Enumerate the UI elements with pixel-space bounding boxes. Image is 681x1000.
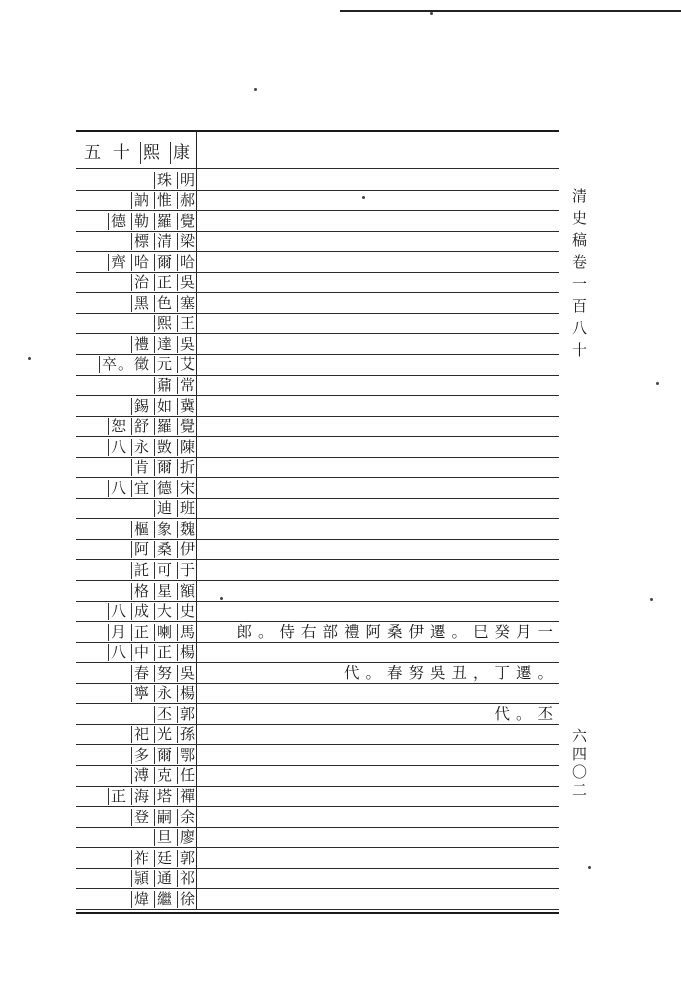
header-name: 十 [113,143,136,163]
name-character: 喇 [154,624,173,641]
row-names [150,376,196,396]
name-character: 折 [177,459,196,476]
table-row [76,170,559,190]
table-row [76,273,559,293]
table-row [76,314,559,334]
name-character: 德 [108,213,127,230]
name-character: 海 [131,788,150,805]
row-note: 代。丕 [494,705,559,724]
name-character: 楊 [177,685,196,702]
header-row [76,130,559,168]
name-character: 禪 [177,788,196,805]
row-names [127,560,196,580]
row-names [104,437,196,457]
row-names [127,745,196,765]
table-row [76,293,559,313]
name-character: 正 [154,274,173,291]
ink-speck [430,12,433,15]
name-character: 宜 [131,480,150,497]
name-character: 宋 [177,480,196,497]
ink-speck [254,88,257,91]
header-names [78,133,196,173]
row-names [150,828,196,848]
table-row [76,869,559,889]
name-character: 祚 [131,850,150,867]
name-character: 爾 [154,459,173,476]
name-character: 羅 [154,418,173,435]
name-character: 廷 [154,850,173,867]
row-names [127,232,196,252]
name-character: 班 [177,500,196,517]
name-character: 通 [154,870,173,887]
table-row [76,211,559,231]
name-character: 鼐 [154,377,173,394]
page-number: 六四〇二 [570,728,588,800]
row-names [127,334,196,354]
name-character: 梁 [177,233,196,250]
row-names [127,458,196,478]
name-character: 克 [154,767,173,784]
name-character: 廖 [177,829,196,846]
name-character: 史 [177,603,196,620]
table-rule [76,909,559,910]
name-character: 元 [154,356,173,373]
name-character: 爾 [154,747,173,764]
name-character: 郭 [177,706,196,723]
name-character: 郝 [177,192,196,209]
row-names [127,293,196,313]
name-character: 熙 [154,315,173,332]
row-names [104,643,196,663]
name-character: 阿 [131,541,150,558]
name-character: 春 [131,665,150,682]
name-character: 多 [131,747,150,764]
name-character: 努 [154,665,173,682]
name-character: 祁 [177,870,196,887]
row-names [104,417,196,437]
row-names [127,396,196,416]
table-row [76,252,559,272]
name-character: 吳 [177,336,196,353]
table-row [76,663,559,683]
table-row [76,787,559,807]
table-row [76,766,559,786]
name-character: 常 [177,377,196,394]
row-names [127,684,196,704]
table-row [76,643,559,663]
table-row [76,519,559,539]
row-names [104,252,196,272]
name-character: 色 [154,295,173,312]
row-names [127,191,196,211]
row-names [127,766,196,786]
row-names [150,170,196,190]
name-character: 煒 [131,891,150,908]
name-character: 伊 [177,541,196,558]
name-character: 徐 [177,891,196,908]
table-row [76,684,559,704]
name-character: 馬 [177,624,196,641]
name-character: 寧 [131,685,150,702]
name-character: 象 [154,521,173,538]
side-title: 清史稿卷一百八十 [570,188,588,364]
table-row [76,745,559,765]
row-names [104,478,196,498]
name-character: 黑 [131,295,150,312]
header-name: 康 [170,142,196,164]
table-row [76,848,559,868]
name-character: 勒 [131,213,150,230]
table-row [76,191,559,211]
name-character: 治 [131,274,150,291]
table-row [76,704,559,724]
row-names [127,889,196,909]
name-character: 余 [177,809,196,826]
name-character: 頴 [131,870,150,887]
row-names [104,211,196,231]
row-names [104,622,196,642]
top-rule [340,0,681,12]
header-name: 熙 [140,142,166,164]
ink-speck [28,357,31,360]
name-character: 旦 [154,829,173,846]
name-character: 郭 [177,850,196,867]
row-names [150,314,196,334]
name-character: 鄂 [177,747,196,764]
name-character: 陳 [177,439,196,456]
name-character: 八 [108,439,127,456]
name-character: 大 [154,603,173,620]
name-character: 永 [154,685,173,702]
row-note: 代。春努吳丑，丁遷。 [343,664,559,683]
table-row [76,355,559,375]
name-character: 額 [177,583,196,600]
name-character: 正 [154,644,173,661]
name-character: 吳 [177,665,196,682]
name-character: 明 [177,172,196,189]
name-character: 楊 [177,644,196,661]
name-character: 桑 [154,541,173,558]
table-row [76,334,559,354]
name-character: 可 [154,562,173,579]
name-character: 爾 [154,254,173,271]
name-character: 禮 [131,336,150,353]
row-names [127,869,196,889]
table-row [76,622,559,642]
table-row [76,581,559,601]
row-names [127,519,196,539]
name-character: 八 [108,603,127,620]
table-row [76,417,559,437]
name-character: 覺 [177,418,196,435]
name-character: 格 [131,583,150,600]
name-character: 舒 [131,418,150,435]
row-names [127,725,196,745]
ink-speck [656,382,659,385]
table-row [76,807,559,827]
table-rule [76,912,559,914]
table-rule [76,168,559,169]
name-character: 清 [154,233,173,250]
name-character: 覺 [177,213,196,230]
name-character: 珠 [154,172,173,189]
table-row [76,602,559,622]
name-character: 光 [154,726,173,743]
ink-speck [650,598,653,601]
name-character: 羅 [154,213,173,230]
ink-speck [588,866,591,869]
name-character: 塞 [177,295,196,312]
name-character: 艾 [177,356,196,373]
table-row [76,560,559,580]
name-character: 祀 [131,726,150,743]
name-character: 恕 [108,418,127,435]
name-character: 惟 [154,192,173,209]
row-names [104,602,196,622]
table-row [76,458,559,478]
name-character: 迪 [154,500,173,517]
name-character: 丕 [154,706,173,723]
name-character: 訥 [131,192,150,209]
name-character: 成 [131,603,150,620]
row-names [127,273,196,293]
name-character: 哈 [131,254,150,271]
table-row [76,396,559,416]
row-names [95,355,196,375]
row-names [150,499,196,519]
name-character: 嗣 [154,809,173,826]
name-character: 八 [108,644,127,661]
name-character: 任 [177,767,196,784]
name-character: 樞 [131,521,150,538]
name-character: 吳 [177,274,196,291]
name-character: 敳 [154,439,173,456]
name-character: 溥 [131,767,150,784]
table-row [76,828,559,848]
name-character: 月 [108,624,127,641]
name-character: 德 [154,480,173,497]
name-character: 託 [131,562,150,579]
name-character: 八 [108,480,127,497]
name-character: 永 [131,439,150,456]
name-character: 達 [154,336,173,353]
name-character: 王 [177,315,196,332]
row-names [127,540,196,560]
table-row [76,499,559,519]
table-row [76,889,559,909]
row-names [127,663,196,683]
row-names [127,581,196,601]
row-names [127,807,196,827]
name-character: 正 [108,788,127,805]
name-character: 中 [131,644,150,661]
table-row [76,232,559,252]
table-row [76,376,559,396]
row-names [127,848,196,868]
table-row [76,725,559,745]
row-names [150,704,196,724]
name-character: 星 [154,583,173,600]
name-character: 卒。徵 [99,356,150,373]
name-character: 登 [131,809,150,826]
row-names [104,787,196,807]
name-character: 哈 [177,254,196,271]
row-note: 郎。侍右部禮阿桑伊遷。巳癸月一 [236,623,559,642]
name-character: 塔 [154,788,173,805]
name-character: 齊 [108,254,127,271]
name-character: 肯 [131,459,150,476]
table-row [76,437,559,457]
name-character: 正 [131,624,150,641]
name-character: 標 [131,233,150,250]
name-character: 如 [154,398,173,415]
table-row [76,540,559,560]
name-character: 繼 [154,891,173,908]
name-character: 魏 [177,521,196,538]
table-row [76,478,559,498]
name-character: 錫 [131,398,150,415]
name-character: 于 [177,562,196,579]
header-name: 五 [84,143,107,163]
name-character: 冀 [177,398,196,415]
name-character: 孫 [177,726,196,743]
